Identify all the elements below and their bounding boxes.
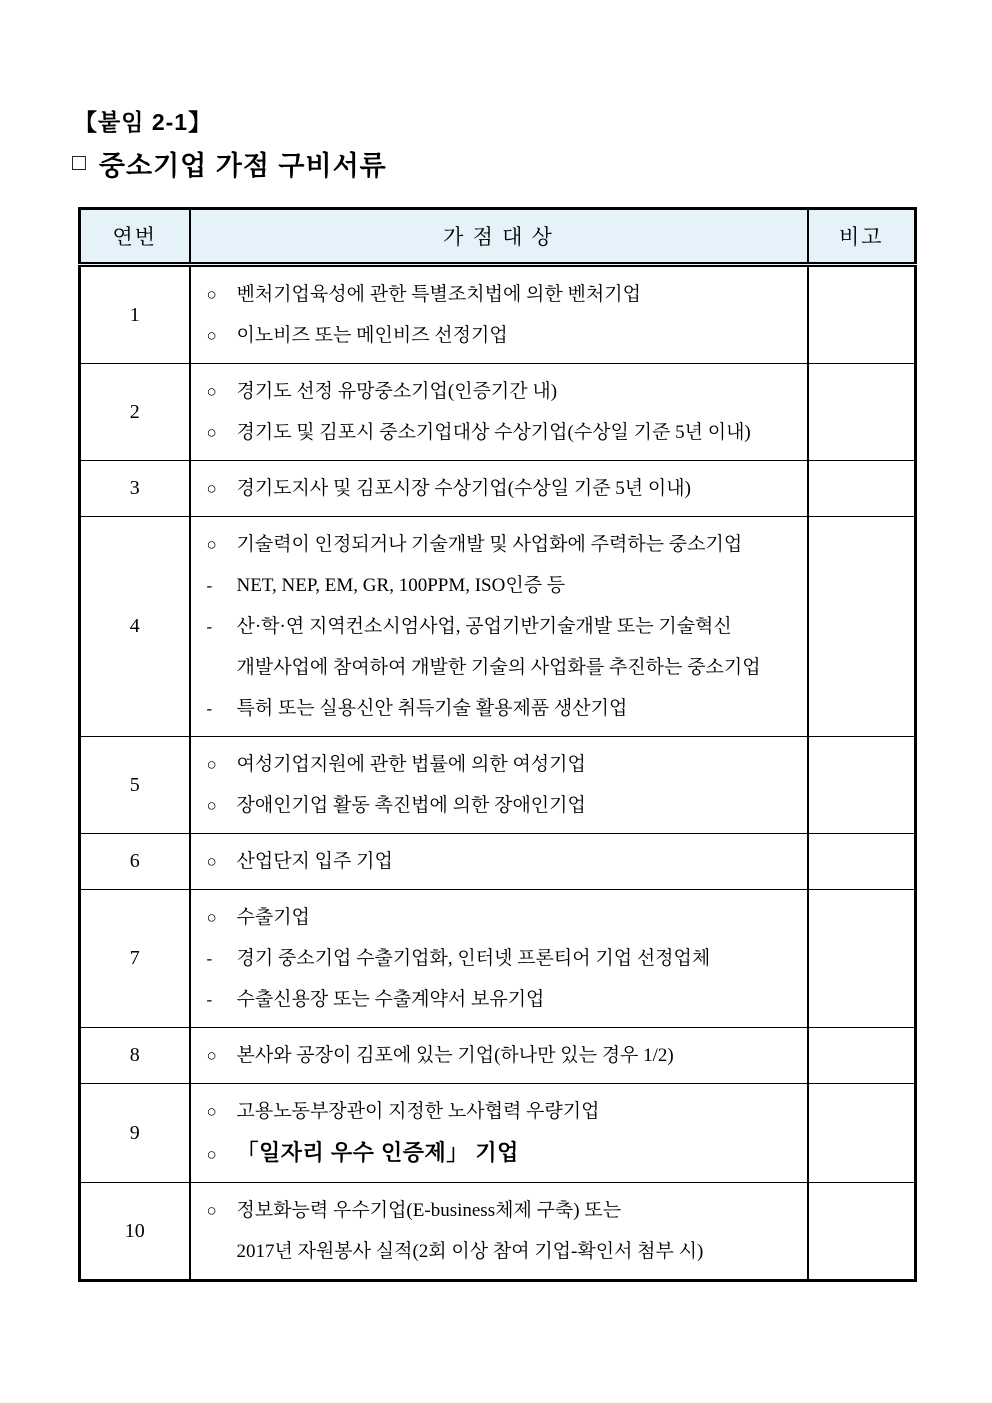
table-row bbox=[80, 890, 916, 1028]
circle-bullet-icon: ○ bbox=[206, 423, 217, 442]
criteria-text: 정보화능력 우수기업(E-business체제 구축) 또는 bbox=[236, 1200, 622, 1221]
row-number-cell: 10 bbox=[80, 1183, 190, 1281]
criteria-text: 수출신용장 또는 수출계약서 보유기업 bbox=[236, 989, 545, 1010]
criteria-cell bbox=[190, 834, 808, 890]
remark-cell bbox=[808, 517, 916, 737]
circle-bullet-icon: ○ bbox=[206, 1046, 217, 1065]
criteria-line bbox=[207, 371, 799, 412]
table-row bbox=[80, 461, 916, 517]
page-title bbox=[72, 144, 387, 183]
circle-bullet-icon: ○ bbox=[206, 326, 217, 345]
circle-bullet-icon: ○ bbox=[206, 1145, 217, 1164]
criteria-line bbox=[207, 938, 799, 979]
criteria-cell bbox=[190, 890, 808, 1028]
remark-cell bbox=[808, 737, 916, 834]
circle-bullet-icon: ○ bbox=[206, 755, 217, 774]
criteria-line bbox=[207, 979, 799, 1020]
dash-bullet-icon: - bbox=[206, 576, 213, 595]
criteria-cell bbox=[190, 461, 808, 517]
table-row bbox=[80, 1028, 916, 1084]
table-row bbox=[80, 517, 916, 737]
criteria-line bbox=[207, 274, 799, 315]
criteria-text: NET, NEP, EM, GR, 100PPM, ISO인증 등 bbox=[236, 575, 566, 596]
row-number-cell: 4 bbox=[80, 517, 190, 737]
criteria-text: 산·학·연 지역컨소시엄사업, 공업기반기술개발 또는 기술혁신 bbox=[236, 616, 732, 637]
table-row bbox=[80, 1084, 916, 1183]
criteria-text: 경기도 선정 유망중소기업(인증기간 내) bbox=[236, 381, 558, 402]
criteria-line bbox=[207, 1132, 799, 1175]
criteria-cell bbox=[190, 737, 808, 834]
row-number-cell: 2 bbox=[80, 364, 190, 461]
circle-bullet-icon: ○ bbox=[206, 1201, 217, 1220]
table-row bbox=[80, 834, 916, 890]
dash-bullet-icon: - bbox=[206, 617, 213, 636]
circle-bullet-icon: ○ bbox=[206, 908, 217, 927]
criteria-line bbox=[207, 647, 799, 688]
dash-bullet-icon: - bbox=[206, 990, 213, 1009]
criteria-cell bbox=[190, 517, 808, 737]
criteria-cell bbox=[190, 364, 808, 461]
row-number-cell: 7 bbox=[80, 890, 190, 1028]
criteria-line bbox=[207, 688, 799, 729]
remark-cell bbox=[808, 1028, 916, 1084]
circle-bullet-icon: ○ bbox=[206, 796, 217, 815]
criteria-cell bbox=[190, 1084, 808, 1183]
criteria-line bbox=[207, 1091, 799, 1132]
criteria-text: 장애인기업 활동 촉진법에 의한 장애인기업 bbox=[236, 795, 586, 816]
criteria-line bbox=[207, 785, 799, 826]
criteria-line bbox=[207, 1035, 799, 1076]
criteria-line bbox=[207, 1190, 799, 1231]
header-no: 연번 bbox=[80, 209, 190, 265]
criteria-line bbox=[207, 524, 799, 565]
row-number-cell: 8 bbox=[80, 1028, 190, 1084]
criteria-text: 경기도 및 김포시 중소기업대상 수상기업(수상일 기준 5년 이내) bbox=[236, 422, 751, 443]
dash-bullet-icon: - bbox=[206, 949, 213, 968]
circle-bullet-icon: ○ bbox=[206, 479, 217, 498]
bonus-points-table bbox=[78, 207, 917, 1282]
criteria-line bbox=[207, 897, 799, 938]
criteria-line bbox=[207, 468, 799, 509]
table-header bbox=[80, 209, 916, 265]
criteria-text: 수출기업 bbox=[236, 907, 310, 928]
circle-bullet-icon: ○ bbox=[206, 852, 217, 871]
header-target: 가 점 대 상 bbox=[190, 209, 808, 265]
criteria-text: 2017년 자원봉사 실적(2회 이상 참여 기업-확인서 첨부 시) bbox=[236, 1241, 704, 1262]
remark-cell bbox=[808, 890, 916, 1028]
criteria-text: 산업단지 입주 기업 bbox=[236, 851, 393, 872]
criteria-line bbox=[207, 1231, 799, 1272]
criteria-text: 벤처기업육성에 관한 특별조치법에 의한 벤처기업 bbox=[236, 284, 641, 305]
row-number-cell: 9 bbox=[80, 1084, 190, 1183]
circle-bullet-icon: ○ bbox=[206, 285, 217, 304]
remark-cell bbox=[808, 461, 916, 517]
criteria-cell bbox=[190, 1183, 808, 1281]
table-header-row bbox=[80, 209, 916, 265]
table-row bbox=[80, 737, 916, 834]
criteria-text: 경기 중소기업 수출기업화, 인터넷 프론티어 기업 선정업체 bbox=[236, 948, 711, 969]
remark-cell bbox=[808, 265, 916, 364]
remark-cell bbox=[808, 1084, 916, 1183]
criteria-cell bbox=[190, 265, 808, 364]
row-number-cell: 3 bbox=[80, 461, 190, 517]
dash-bullet-icon: - bbox=[206, 699, 213, 718]
remark-cell bbox=[808, 1183, 916, 1281]
criteria-cell bbox=[190, 1028, 808, 1084]
row-number-cell: 6 bbox=[80, 834, 190, 890]
criteria-text: 경기도지사 및 김포시장 수상기업(수상일 기준 5년 이내) bbox=[236, 478, 691, 499]
criteria-line bbox=[207, 744, 799, 785]
table-row bbox=[80, 265, 916, 364]
criteria-line bbox=[207, 606, 799, 647]
row-number-cell: 1 bbox=[80, 265, 190, 364]
remark-cell bbox=[808, 364, 916, 461]
criteria-line bbox=[207, 565, 799, 606]
criteria-line bbox=[207, 841, 799, 882]
page-title-text: 중소기업 가점 구비서류 bbox=[98, 151, 387, 181]
criteria-text: 기술력이 인정되거나 기술개발 및 사업화에 주력하는 중소기업 bbox=[236, 534, 743, 555]
circle-bullet-icon: ○ bbox=[206, 535, 217, 554]
table-row bbox=[80, 1183, 916, 1281]
table-body bbox=[80, 265, 916, 1281]
criteria-text: 본사와 공장이 김포에 있는 기업(하나만 있는 경우 1/2) bbox=[236, 1045, 674, 1066]
criteria-text: 「일자리 우수 인증제」 기업 bbox=[236, 1140, 519, 1165]
table-row bbox=[80, 364, 916, 461]
row-number-cell: 5 bbox=[80, 737, 190, 834]
circle-bullet-icon: ○ bbox=[206, 382, 217, 401]
criteria-text: 이노비즈 또는 메인비즈 선정기업 bbox=[236, 325, 508, 346]
checkbox-square-icon: □ bbox=[72, 149, 87, 175]
header-remark: 비고 bbox=[808, 209, 916, 265]
attachment-label: 【붙임 2-1】 bbox=[74, 109, 213, 135]
circle-bullet-icon: ○ bbox=[206, 1102, 217, 1121]
criteria-text: 개발사업에 참여하여 개발한 기술의 사업화를 추진하는 중소기업 bbox=[236, 657, 761, 678]
criteria-text: 고용노동부장관이 지정한 노사협력 우량기업 bbox=[236, 1101, 600, 1122]
remark-cell bbox=[808, 834, 916, 890]
criteria-text: 여성기업지원에 관한 법률에 의한 여성기업 bbox=[236, 754, 586, 775]
criteria-line bbox=[207, 315, 799, 356]
criteria-line bbox=[207, 412, 799, 453]
criteria-text: 특허 또는 실용신안 취득기술 활용제품 생산기업 bbox=[236, 698, 628, 719]
